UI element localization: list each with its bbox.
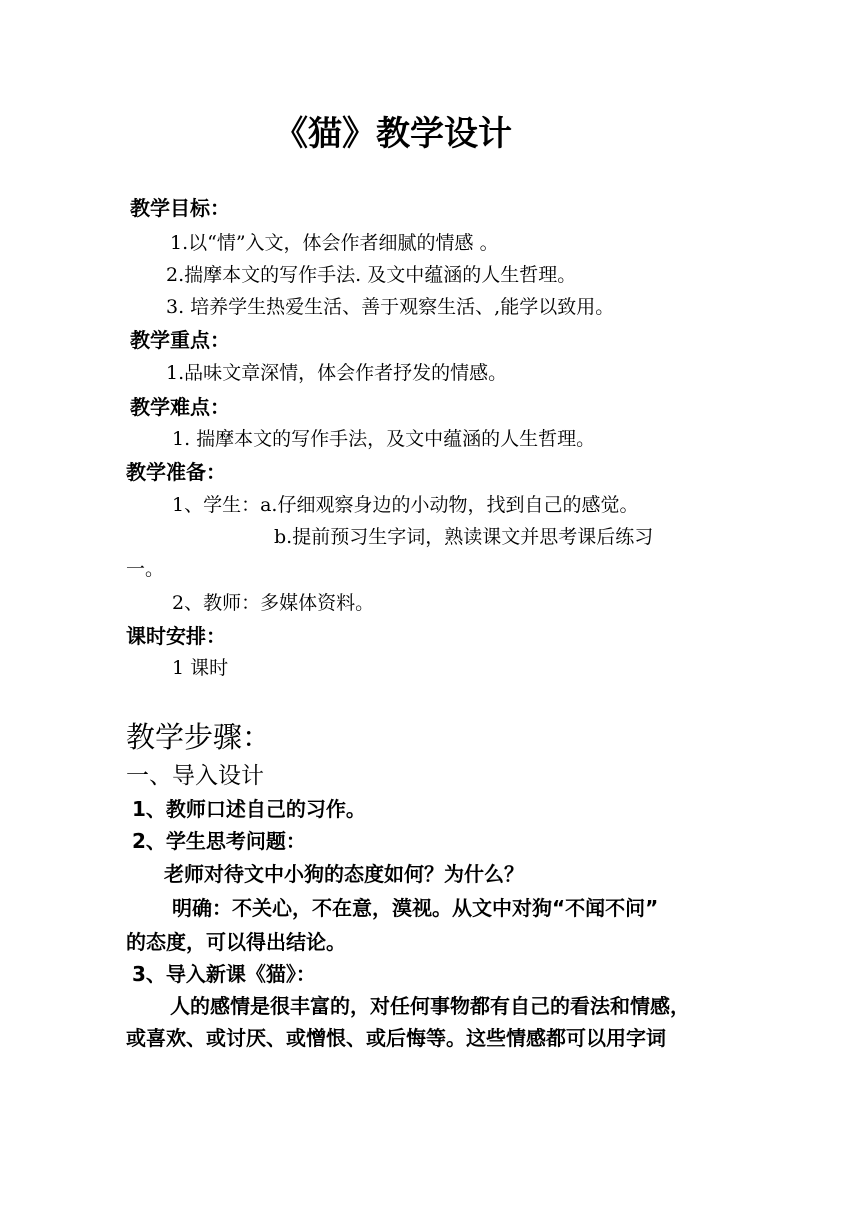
difficulty-item-1: 1. 揣摩本文的写作手法，及文中蕴涵的人生哲理。 xyxy=(172,428,596,450)
preparation-heading: 教学准备： xyxy=(126,460,226,484)
schedule-heading: 课时安排： xyxy=(126,624,226,648)
document-title: 《猫》教学设计 xyxy=(274,114,512,154)
objective-item-2: 2.揣摩本文的写作手法. 及文中蕴涵的人生哲理。 xyxy=(166,264,577,286)
steps-heading: 教学步骤： xyxy=(126,720,272,754)
steps-item-3: 3、导入新课《猫》： xyxy=(132,962,316,986)
objective-item-3: 3. 培养学生热爱生活、善于观察生活、,能学以致用。 xyxy=(166,296,615,318)
preparation-student-line-b: b.提前预习生字词，熟读课文并思考课后练习 xyxy=(274,526,654,548)
steps-item-2: 2、学生思考问题： xyxy=(132,829,306,853)
steps-paragraph-line-1: 人的感情是很丰富的，对任何事物都有自己的看法和情感， xyxy=(170,994,690,1018)
objectives-heading: 教学目标： xyxy=(130,196,230,220)
key-points-heading: 教学重点： xyxy=(130,328,230,352)
preparation-teacher-line: 2、教师：多媒体资料。 xyxy=(172,592,375,614)
schedule-value: 1 课时 xyxy=(172,657,229,679)
steps-item-1: 1、教师口述自己的习作。 xyxy=(132,797,366,821)
steps-question: 老师对待文中小狗的态度如何？为什么？ xyxy=(164,862,524,886)
steps-section-1-heading: 一、导入设计 xyxy=(126,763,264,789)
key-point-item-1: 1.品味文章深情，体会作者抒发的情感。 xyxy=(166,362,508,384)
steps-paragraph-line-2: 或喜欢、或讨厌、或憎恨、或后悔等。这些情感都可以用字词 xyxy=(126,1026,666,1050)
objective-item-1: 1.以“情”入文，体会作者细腻的情感 。 xyxy=(170,232,499,254)
preparation-student-line-a: 1、学生：a.仔细观察身边的小动物，找到自己的感觉。 xyxy=(172,494,639,516)
difficulties-heading: 教学难点： xyxy=(130,395,230,419)
steps-answer-line-2: 的态度，可以得出结论。 xyxy=(126,930,346,954)
preparation-student-line-b-wrap: 一。 xyxy=(126,558,165,580)
steps-answer-line-1: 明确：不关心，不在意，漠视。从文中对狗“不闻不问” xyxy=(172,896,659,920)
